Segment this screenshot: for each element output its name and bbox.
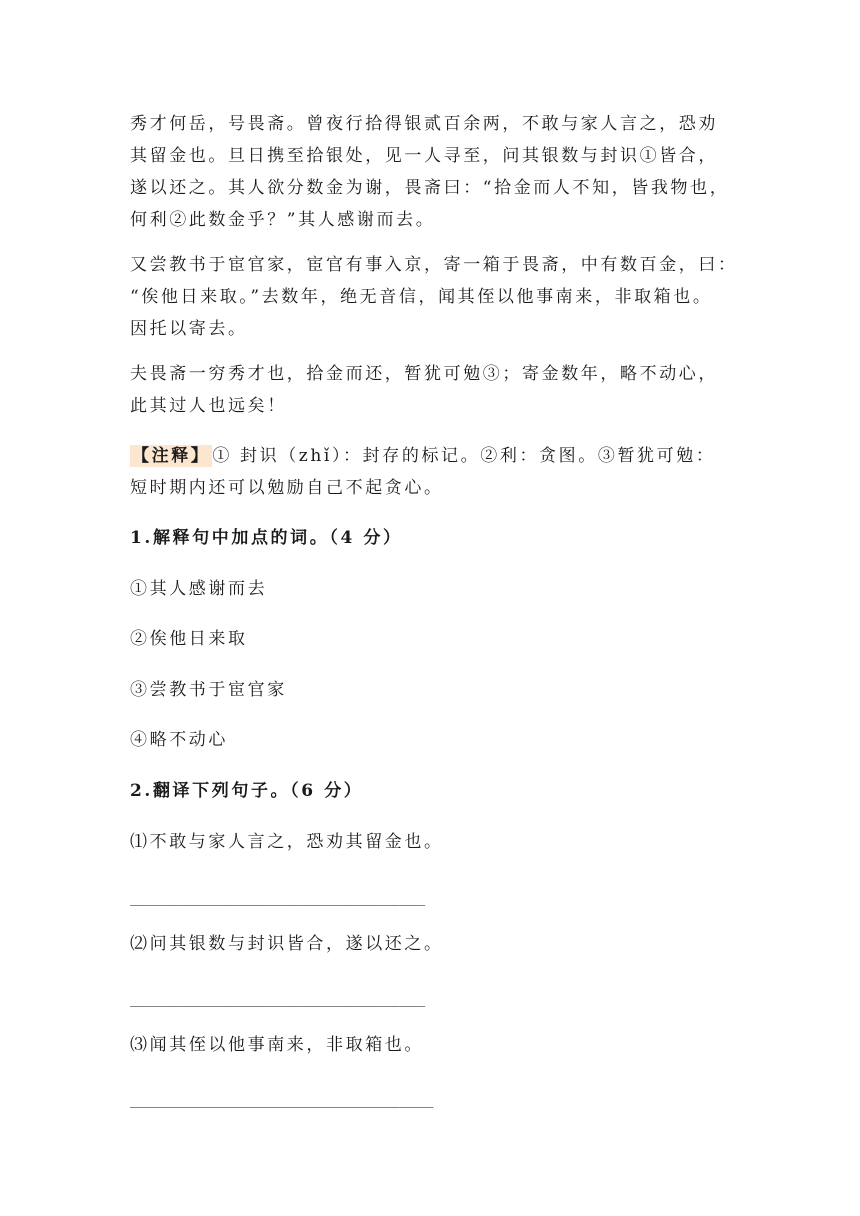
- note-line-1: [130, 440, 730, 472]
- question-2-item-1: ⑴不敢与家人言之，恐劝其留金也。: [130, 832, 444, 852]
- question-1-heading: 1.解释句中加点的词。（4 分）: [130, 528, 403, 548]
- question-2-item-3: ⑶闻其侄以他事南来，非取箱也。: [130, 1035, 424, 1055]
- answer-blank-2[interactable]: ___________________________________: [130, 991, 426, 1007]
- question-1-item-1: ①其人感谢而去: [130, 579, 268, 599]
- question-1-item-2: ②俟他日来取: [130, 629, 248, 649]
- passage-line: 遂以还之。其人欲分数金为谢，畏斋曰：“拾金而人不知，皆我物也，: [130, 178, 730, 198]
- passage-line: 此其过人也远矣！: [130, 396, 287, 416]
- passage-line: 秀才何岳，号畏斋。曾夜行拾得银贰百余两，不敢与家人言之，恐劝: [130, 114, 718, 134]
- answer-blank-3[interactable]: ____________________________________: [130, 1092, 434, 1108]
- answer-blank-1[interactable]: ___________________________________: [130, 890, 426, 906]
- passage-paragraph-1: [130, 108, 730, 236]
- note-text-2: 短时期内还可以勉励自己不起贪心。: [130, 478, 444, 498]
- passage-paragraph-2: [130, 249, 738, 345]
- passage-line: 其留金也。旦日携至拾银处，见一人寻至，问其银数与封识①皆合，: [130, 146, 718, 166]
- annotation-notes: [130, 440, 730, 504]
- passage-line: “俟他日来取。”去数年，绝无音信，闻其侄以他事南来，非取箱也。: [130, 287, 713, 307]
- question-1-item-4: ④略不动心: [130, 730, 228, 750]
- passage-line: 又尝教书于宦官家，宦官有事入京，寄一箱于畏斋，中有数百金，曰：: [130, 255, 738, 275]
- passage-line: 因托以寄去。: [130, 319, 248, 339]
- passage-line: 何利②此数金乎？”其人感谢而去。: [130, 210, 436, 230]
- passage-paragraph-3: [130, 358, 730, 422]
- question-1-item-3: ③尝教书于宦官家: [130, 680, 287, 700]
- passage-line: 夫畏斋一穷秀才也，拾金而还，暂犹可勉③；寄金数年，略不动心，: [130, 364, 718, 384]
- note-text-1: ① 封识（zhǐ）：封存的标记。②利：贪图。③暂犹可勉：: [212, 446, 716, 466]
- note-tag: 【注释】: [132, 446, 211, 466]
- question-2-item-2: ⑵问其银数与封识皆合，遂以还之。: [130, 934, 444, 954]
- question-2-heading: 2.翻译下列句子。（6 分）: [130, 781, 364, 801]
